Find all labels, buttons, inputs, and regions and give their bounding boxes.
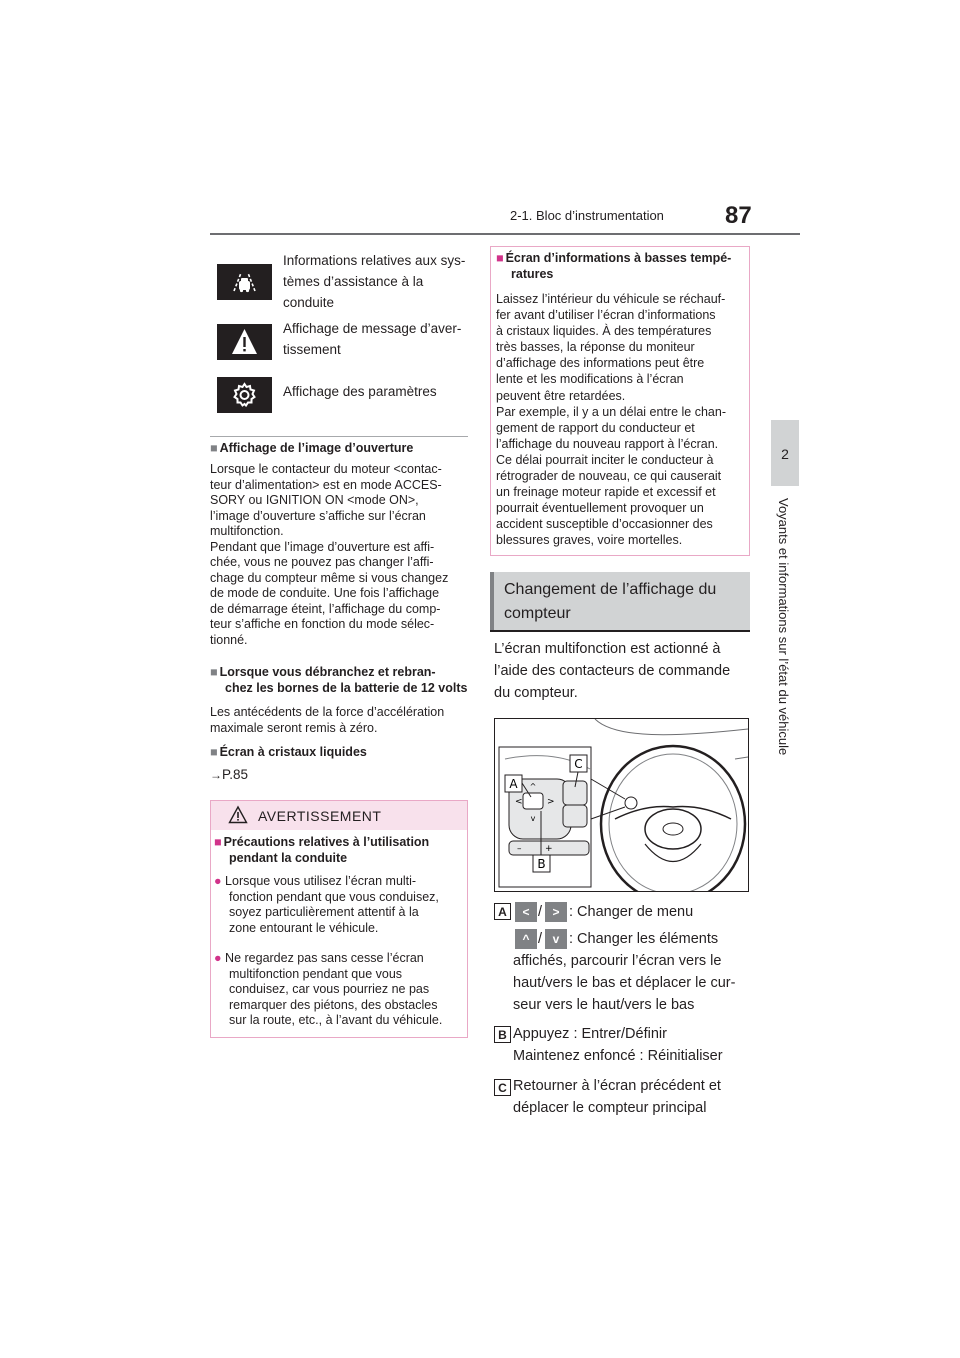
svg-text:–: – bbox=[517, 844, 522, 854]
page-number: 87 bbox=[725, 202, 752, 229]
legend-c-text: Retourner à l’écran précédent et déplacer le compteur principal bbox=[513, 1078, 721, 1116]
legend-a-continuation: affichés, parcourir l’écran vers le haut/vers le bas et déplacer le cur- seur vers le haut/vers le bas bbox=[513, 953, 736, 1013]
section-heading-lcd: ■ Écran à cristaux liquides bbox=[210, 745, 367, 759]
svg-text:v: v bbox=[530, 814, 536, 823]
svg-text:<: < bbox=[515, 797, 523, 807]
legend-b-text: Appuyez : Entrer/Définir Maintenez enfoncé : Réinitialiser bbox=[513, 1026, 723, 1064]
section-intro: L’écran multifonction est actionné à l’aide des contacteurs de commande du compteur. bbox=[494, 641, 731, 701]
warning-bullet-1: ● Lorsque vous utilisez l’écran multi- fonction pendant que vous conduisez, soyez particulièrement attentif à la zone entourant le véhicule. bbox=[214, 874, 439, 935]
divider bbox=[210, 436, 468, 437]
icon-desc-settings: Affichage des paramètres bbox=[283, 384, 437, 399]
legend-label-c: C bbox=[494, 1079, 511, 1096]
svg-text:C: C bbox=[574, 757, 583, 771]
info-heading: ■ Écran d’informations à basses tempé- ratures bbox=[496, 251, 732, 281]
chevron-up-icon: ^ bbox=[515, 929, 537, 949]
chevron-right-icon: > bbox=[545, 902, 567, 922]
svg-text:B: B bbox=[537, 857, 546, 871]
chapter-title-vertical: Voyants et informations sur l’état du véhicule bbox=[776, 498, 791, 756]
svg-text:+: + bbox=[545, 844, 553, 854]
chevron-left-icon: < bbox=[515, 902, 537, 922]
legend-label-a: A bbox=[494, 903, 511, 920]
slash: / bbox=[538, 931, 543, 947]
icon-desc-warning: Affichage de message d’aver- tissement bbox=[283, 321, 462, 357]
svg-text:A: A bbox=[509, 777, 518, 791]
section-heading-accent bbox=[490, 572, 494, 632]
legend-a-line1: : Changer de menu bbox=[569, 904, 694, 920]
steering-wheel-figure bbox=[494, 718, 749, 892]
legend-a-line2: : Changer les éléments bbox=[569, 931, 719, 947]
page-reference[interactable]: →P.85 bbox=[210, 767, 249, 782]
svg-text:>: > bbox=[547, 797, 555, 807]
chapter-number: 2 bbox=[781, 446, 789, 462]
warning-bullet-2: ● Ne regardez pas sans cesse l’écran multifonction pendant que vous conduisez, car vous pourriez ne pas remarquer des piétons, des obstacles sur la route, etc., à l’avant du véhicule. bbox=[214, 951, 443, 1027]
driver-assist-icon bbox=[217, 264, 272, 300]
warning-triangle-icon bbox=[228, 805, 248, 825]
running-header: 2-1. Bloc d’instrumentation bbox=[510, 208, 664, 223]
icon-desc-driver-assist: Informations relatives aux sys- tèmes d’assistance à la conduite bbox=[283, 253, 466, 310]
warning-title: AVERTISSEMENT bbox=[258, 808, 382, 824]
svg-text:^: ^ bbox=[529, 782, 537, 791]
header-rule bbox=[210, 233, 800, 235]
gear-icon bbox=[217, 377, 272, 413]
section-heading-opening-image: ■ Affichage de l’image d’ouverture bbox=[210, 441, 414, 455]
warning-subheading: ■ Précautions relatives à l’utilisation pendant la conduite bbox=[214, 835, 430, 865]
chevron-down-icon: v bbox=[545, 929, 567, 949]
paragraph-battery: Les antécédents de la force d’accélération maximale seront remis à zéro. bbox=[210, 705, 445, 735]
section-heading-rule bbox=[490, 630, 750, 632]
warning-triangle-icon bbox=[217, 324, 272, 360]
paragraph-opening-image: Lorsque le contacteur du moteur <contac- teur d’alimentation> est en mode ACCES- SORY ou IGNITION ON <mode ON>, l’image d’ouverture s’affiche sur l’écran multifonction. Pendant que l’image d’ouverture est affi- chée, vous ne pouvez pas changer l’affi- chage du compteur même si vous changez de mode de conduite. Une fois l’affichage de démarrage éteint, l’affichage du comp- teur s’affiche en fonction du mode sélec- tionné. bbox=[210, 462, 449, 647]
section-title: Changement de l’affichage du compteur bbox=[504, 581, 717, 622]
legend-label-b: B bbox=[494, 1026, 511, 1043]
slash: / bbox=[538, 904, 543, 920]
section-heading-battery: ■ Lorsque vous débranchez et rebran- chez les bornes de la batterie de 12 volts bbox=[210, 665, 468, 695]
info-paragraph: Laissez l’intérieur du véhicule se réchauf- fer avant d’utiliser l’écran d’informations à cristaux liquides. À des températures très basses, la réponse du moniteur d’affichage des informations peut être lente et les modifications à l’écran peuvent être retardées. Par exemple, il y a un délai entre le chan- gement de rapport du conducteur et l’affichage du nouveau rapport à l’écran. Ce délai pourrait inciter le conducteur à rétrograder de nouveau, ce qui causerait un freinage moteur rapide et excessif et pourrait éventuellement provoquer un accident susceptible d’occasionner des blessures graves, voire mortelles. bbox=[496, 292, 726, 548]
